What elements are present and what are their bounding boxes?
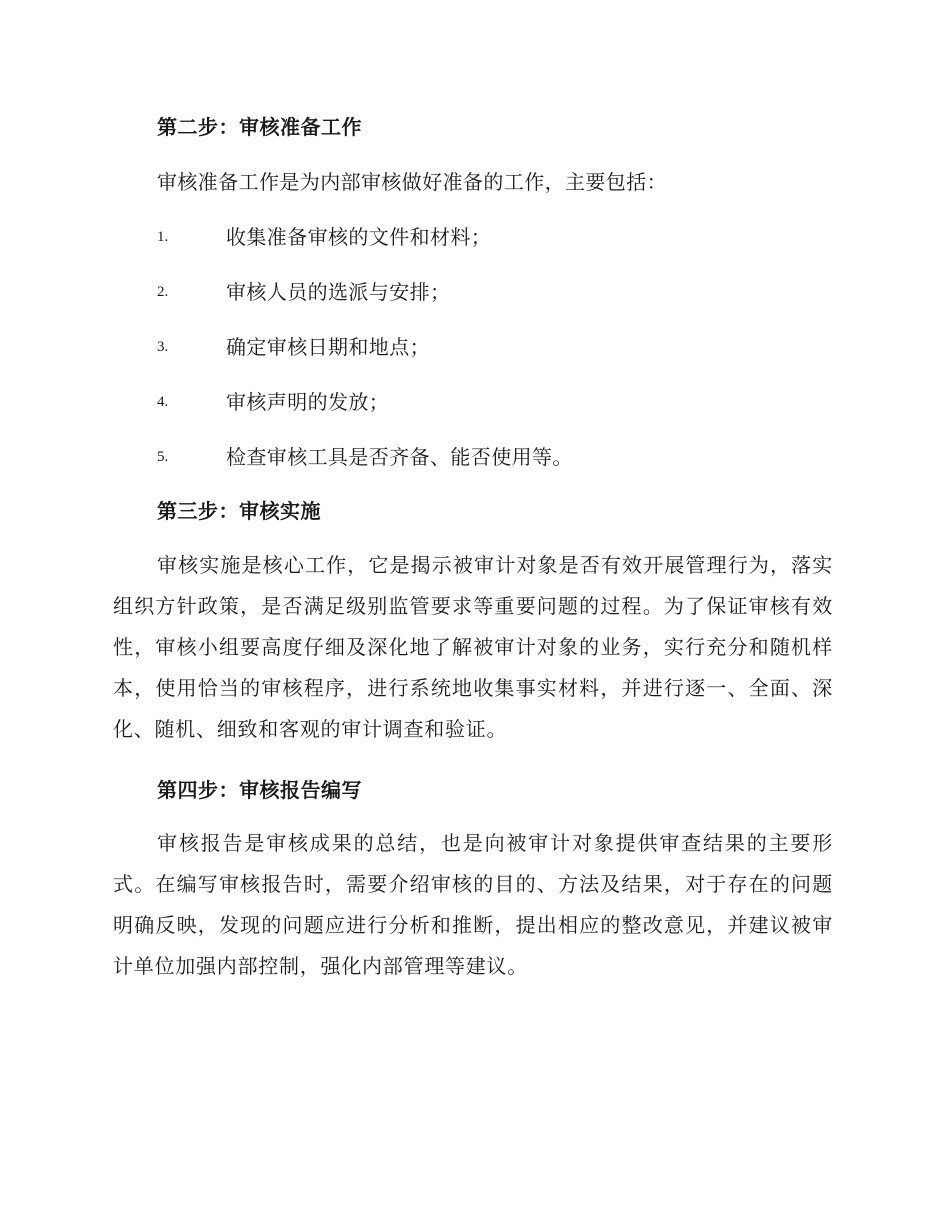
section-heading-step3: 第三步：审核实施	[157, 499, 321, 523]
list-item-number: 3.	[157, 339, 169, 355]
list-item-number: 2.	[157, 284, 169, 300]
list-item-text: 检查审核工具是否齐备、能否使用等。	[226, 445, 573, 469]
step4-paragraph: 审核报告是审核成果的总结，也是向被审计对象提供审查结果的主要形式。在编写审核报告时，需要介绍审核的目的、方法及结果，对于存在的问题明确反映，发现的问题应进行分析和推断，提出相应的整改意见，并建议被审计单位加强内部控制，强化内部管理等建议。	[113, 831, 833, 978]
section-heading-step4: 第四步：审核报告编写	[157, 778, 362, 802]
section-heading-step2: 第二步：审核准备工作	[157, 115, 362, 139]
step3-paragraph: 审核实施是核心工作，它是揭示被审计对象是否有效开展管理行为，落实组织方针政策，是否满足级别监管要求等重要问题的过程。为了保证审核有效性，审核小组要高度仔细及深化地了解被审计对象的业务，实行充分和随机样本，使用恰当的审核程序，进行系统地收集事实材料，并进行逐一、全面、深化、随机、细致和客观的审计调查和验证。	[113, 553, 833, 741]
list-item-text: 审核声明的发放；	[226, 390, 390, 414]
list-item-text: 确定审核日期和地点；	[226, 335, 430, 359]
list-item-text: 审核人员的选派与安排；	[226, 280, 451, 304]
list-item-number: 4.	[157, 394, 169, 410]
list-item-number: 1.	[157, 229, 169, 245]
list-item-number: 5.	[157, 449, 169, 465]
list-item-text: 收集准备审核的文件和材料；	[226, 225, 492, 249]
step2-intro: 审核准备工作是为内部审核做好准备的工作，主要包括：	[157, 170, 667, 194]
